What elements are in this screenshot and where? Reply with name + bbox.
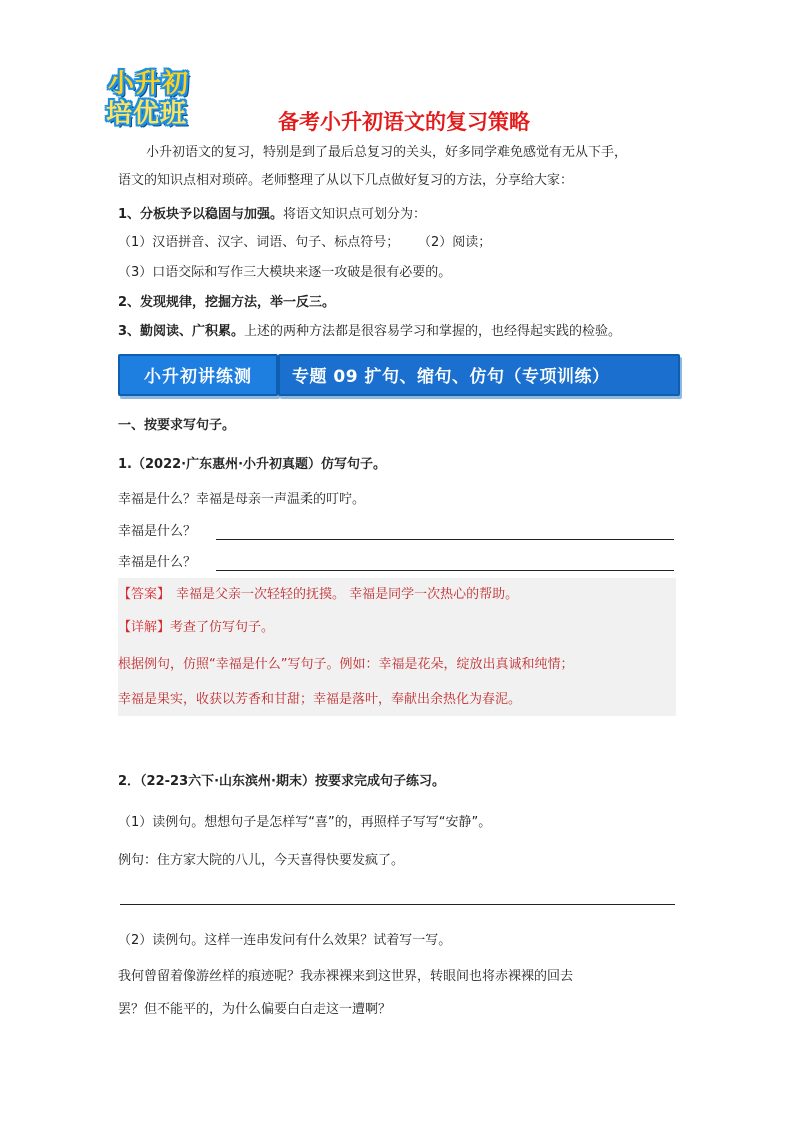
strategy-3-heading: 3、勤阅读、广积累。 [118, 324, 245, 339]
banner-topic-label: 专题 09 扩句、缩句、仿句（专项训练） [292, 367, 610, 387]
question-1-blank-1-line[interactable] [216, 539, 674, 540]
detail-paragraph-2: 幸福是果实，收获以芳香和甘甜；幸福是落叶，奉献出余热化为春泥。 [118, 692, 522, 707]
detail-text: 考查了仿写句子。 [170, 620, 275, 635]
strategy-1-item-b: （2）阅读； [418, 235, 492, 250]
page-title: 备考小升初语文的复习策略 [278, 109, 530, 134]
answer-line [118, 585, 518, 605]
question-2-sub-2-paragraph-2: 罢？但不能平的，为什么偏要白白走这一遭啊？ [118, 1002, 392, 1017]
section-heading: 一、按要求写句子。 [118, 418, 236, 433]
banner-series-label: 小升初讲练测 [144, 367, 252, 387]
logo-line-1: 小升初 [108, 69, 190, 99]
detail-line [118, 618, 274, 638]
banner-series-tag [118, 354, 278, 396]
answer-text: 幸福是父亲一次轻轻的抚摸。 幸福是同学一次热心的帮助。 [176, 587, 519, 602]
strategy-1-item-c: （3）口语交际和写作三大模块来逐一攻破是很有必要的。 [118, 265, 452, 280]
detail-paragraph-1: 根据例句，仿照“幸福是什么”写句子。例如：幸福是花朵，绽放出真诚和纯情； [118, 657, 574, 672]
question-2-sub-2: （2）读例句。这样一连串发问有什么效果？试着写一写。 [118, 933, 452, 948]
question-1-blank-2-line[interactable] [216, 570, 674, 571]
banner-topic [278, 354, 680, 396]
strategy-3 [118, 322, 621, 342]
logo-line-2: 培优班 [106, 99, 188, 129]
topic-banner [118, 350, 676, 396]
question-2-sub-1: （1）读例句。想想句子是怎样写“喜”的，再照样子写写“安静”。 [118, 815, 492, 830]
question-2-label: 2．（22-23六下·山东滨州·期末）按要求完成句子练习。 [118, 774, 445, 789]
answer-tag: 【答案】 [118, 587, 171, 602]
strategy-3-text: 上述的两种方法都是很容易学习和掌握的，也经得起实践的检验。 [244, 324, 622, 339]
detail-tag: 【详解】 [118, 620, 171, 635]
question-2-sub-1-answer-line[interactable] [120, 904, 675, 905]
strategy-2: 2、发现规律，挖掘方法，举一反三。 [118, 295, 336, 310]
strategy-1-text: 将语文知识点可划分为： [283, 207, 427, 222]
question-1-label: 1.（2022·广东惠州·小升初真题）仿写句子。 [118, 457, 387, 472]
question-1-blank-2-label: 幸福是什么？ [118, 555, 197, 570]
question-2-sub-2-paragraph-1: 我何曾留着像游丝样的痕迹呢？我赤裸裸来到这世界，转眼间也将赤裸裸的回去 [118, 969, 574, 984]
question-2-sub-1-example: 例句：住方家大院的八儿，今天喜得快要发疯了。 [118, 853, 405, 868]
strategy-1 [118, 205, 426, 225]
intro-paragraph-1: 小升初语文的复习，特别是到了最后总复习的关头，好多同学难免感觉有无从下手， [146, 145, 628, 160]
question-1-blank-1-label: 幸福是什么？ [118, 524, 197, 539]
strategy-1-heading: 1、分板块予以稳固与加强。 [118, 207, 284, 222]
strategy-1-item-a: （1）汉语拼音、汉字、词语、句子、标点符号； [118, 235, 400, 250]
question-1-example: 幸福是什么？幸福是母亲一声温柔的叮咛。 [118, 492, 366, 507]
intro-paragraph-2: 语文的知识点相对琐碎。老师整理了从以下几点做好复习的方法，分享给大家： [118, 173, 574, 188]
